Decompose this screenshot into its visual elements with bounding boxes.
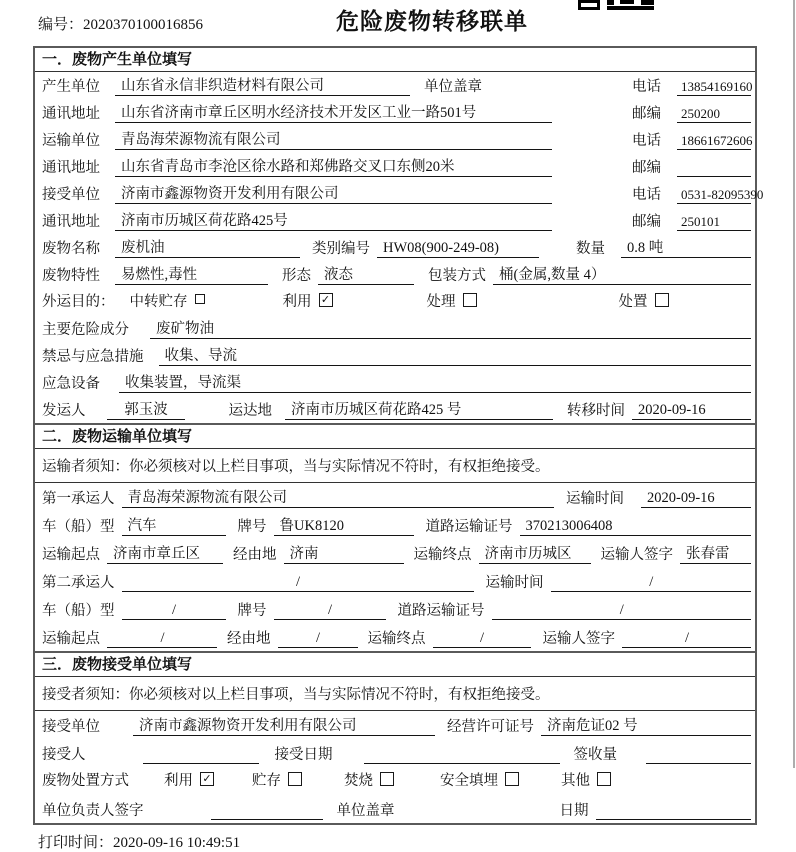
document-header xyxy=(0,0,796,46)
purpose-option xyxy=(619,290,669,311)
field-row xyxy=(35,739,755,767)
field-value: 370213006408 xyxy=(520,518,752,536)
field-label: 经营许可证号 xyxy=(447,719,534,735)
field-label: 运输人签字 xyxy=(600,547,673,563)
checkbox-label: 贮存 xyxy=(252,773,281,789)
field-label: 通讯地址 xyxy=(42,160,100,176)
field-value: 济南市历城区荷花路425 号 xyxy=(285,398,553,420)
transporter-notice: 运输者须知：你必须核对以上栏目事项，当与实际情况不符时，有权拒绝接受。 xyxy=(35,449,755,483)
field-label: 第二承运人 xyxy=(42,575,115,591)
field-value: 废矿物油 xyxy=(150,317,751,339)
field-value: 济南市历城区荷花路425号 xyxy=(115,209,552,231)
field-value: 收集、导流 xyxy=(159,344,752,366)
checkbox-label: 安全填埋 xyxy=(440,773,498,789)
qr-code-fragment xyxy=(578,0,656,11)
field-value: 废机油 xyxy=(115,236,300,258)
field-row xyxy=(35,623,755,651)
field-label: 道路运输证号 xyxy=(425,519,513,535)
field-label: 运达地 xyxy=(228,403,272,419)
document-title: 危险废物转移联单 xyxy=(336,9,528,35)
field-row xyxy=(35,511,755,539)
field-label: 邮编 xyxy=(632,160,661,176)
field-label: 运输时间 xyxy=(485,575,544,591)
field-label: 接受单位 xyxy=(42,187,100,203)
checkbox-utilize: ✓ xyxy=(319,293,333,307)
field-row xyxy=(35,595,755,623)
field-label: 运输时间 xyxy=(566,491,624,507)
disposal-option xyxy=(344,769,394,790)
field-row xyxy=(35,711,755,739)
field-row xyxy=(35,567,755,595)
field-value: 济南市历城区 xyxy=(479,542,591,564)
field-label: 废物名称 xyxy=(42,241,100,257)
field-value: 桶(金属,数量 4） xyxy=(493,263,751,285)
field-label: 签收量 xyxy=(573,747,617,763)
field-label: 类别编号 xyxy=(312,241,370,257)
field-row xyxy=(35,99,755,126)
field-value xyxy=(646,747,751,764)
field-row xyxy=(35,126,755,153)
field-value: 鲁UK8120 xyxy=(274,514,414,536)
purpose-option xyxy=(130,290,205,311)
field-value: 250101 xyxy=(677,214,751,231)
field-label: 发运人 xyxy=(42,403,86,419)
disposal-option xyxy=(561,769,611,790)
field-label: 电话 xyxy=(632,187,661,203)
checkbox-label: 处理 xyxy=(426,293,456,310)
form-number-label: 编号： xyxy=(38,17,84,33)
field-label: 接受人 xyxy=(42,747,86,763)
field-value: 0.8 吨 xyxy=(621,236,751,258)
field-label: 应急设备 xyxy=(42,376,100,392)
field-row xyxy=(35,396,755,423)
field-label: 运输人签字 xyxy=(542,631,615,647)
field-label: 运输终点 xyxy=(413,547,472,563)
field-label: 邮编 xyxy=(632,214,661,230)
field-label: 车（船）型 xyxy=(42,603,115,619)
checkbox-label: 焚烧 xyxy=(344,773,373,789)
qr-block xyxy=(607,6,654,10)
field-value: / xyxy=(433,630,531,648)
field-value: / xyxy=(278,630,358,648)
field-value: 液态 xyxy=(318,263,414,285)
checkbox-landfill xyxy=(505,772,519,786)
field-label: 废物处置方式 xyxy=(42,773,129,789)
field-label: 接受单位 xyxy=(42,719,100,735)
field-value: 2020-09-16 xyxy=(632,402,751,420)
checkbox-label: 中转贮存 xyxy=(129,293,188,310)
section-producer xyxy=(33,46,764,425)
section-receiver-title: 三．废物接受单位填写 xyxy=(35,653,755,677)
field-value: 济南市鑫源物资开发利用有限公司 xyxy=(115,182,552,204)
qr-block xyxy=(620,0,634,4)
field-row xyxy=(35,483,755,511)
field-value: 济南危证02 号 xyxy=(541,714,751,736)
field-value: 0531-82095390 xyxy=(677,187,751,204)
disposal-option xyxy=(440,769,519,790)
field-label: 道路运输证号 xyxy=(397,603,485,619)
field-value: / xyxy=(551,574,752,592)
field-row xyxy=(35,342,755,369)
field-label: 邮编 xyxy=(632,106,661,122)
checkbox-incinerate xyxy=(380,772,394,786)
field-value: 张春雷 xyxy=(680,542,751,564)
field-label: 外运目的： xyxy=(42,293,115,310)
field-row xyxy=(35,207,755,234)
field-value: 山东省济南市章丘区明水经济技术开发区工业一路501号 xyxy=(115,101,552,123)
print-time-value: 2020-09-16 10:49:51 xyxy=(113,835,241,851)
section-transporter-title: 二．废物运输单位填写 xyxy=(35,425,755,449)
field-value: 山东省永信非织造材料有限公司 xyxy=(115,74,410,96)
field-value xyxy=(143,747,259,764)
field-value: 济南市鑫源物资开发利用有限公司 xyxy=(133,714,435,736)
field-value: / xyxy=(122,602,226,620)
checkbox-treat xyxy=(463,293,477,307)
section-receiver xyxy=(33,651,757,825)
form-number xyxy=(38,13,203,34)
field-label: 运输单位 xyxy=(42,133,100,149)
checkbox-other xyxy=(597,772,611,786)
field-label: 日期 xyxy=(559,803,589,819)
field-label: 经由地 xyxy=(227,631,271,647)
field-label: 通讯地址 xyxy=(42,214,100,230)
field-row xyxy=(35,795,755,823)
field-label: 废物特性 xyxy=(42,268,100,284)
field-label: 禁忌与应急措施 xyxy=(42,349,144,365)
field-value xyxy=(211,803,323,820)
field-value: / xyxy=(492,602,752,620)
field-label: 牌号 xyxy=(237,603,267,619)
qr-block xyxy=(607,0,614,5)
checkbox-transfer-storage xyxy=(195,294,205,304)
field-value: / xyxy=(622,630,751,648)
field-label: 车（船）型 xyxy=(42,519,115,535)
checkbox-storage xyxy=(288,772,302,786)
page-edge-line xyxy=(793,0,795,768)
qr-block xyxy=(578,0,600,10)
print-time-label: 打印时间： xyxy=(38,835,114,851)
field-value: 13854169160 xyxy=(677,79,751,96)
print-time xyxy=(38,831,796,852)
field-row xyxy=(35,234,755,261)
checkbox-label: 利用 xyxy=(164,773,193,789)
field-label: 单位盖章 xyxy=(336,803,395,819)
field-label: 经由地 xyxy=(233,547,277,563)
field-value: 易燃性,毒性 xyxy=(115,263,268,285)
disposal-option xyxy=(164,769,214,790)
field-value: / xyxy=(122,574,474,592)
section-transporter xyxy=(33,423,757,653)
field-value xyxy=(364,747,560,764)
field-label: 接受日期 xyxy=(274,747,333,763)
checkbox-label: 处置 xyxy=(618,293,648,310)
field-label: 包装方式 xyxy=(428,268,486,284)
purpose-option xyxy=(427,290,477,311)
field-value: 济南市章丘区 xyxy=(107,542,223,564)
field-label: 牌号 xyxy=(237,519,267,535)
checkbox-utilize: ✓ xyxy=(200,772,214,786)
field-row xyxy=(35,288,755,315)
field-label: 运输起点 xyxy=(42,547,100,563)
field-row xyxy=(35,180,764,207)
field-value: HW08(900-249-08) xyxy=(377,240,539,258)
field-value: 收集装置，导流渠 xyxy=(119,371,751,393)
field-row xyxy=(35,767,755,795)
field-row xyxy=(35,72,755,99)
field-label: 产生单位 xyxy=(42,79,100,95)
field-label: 主要危险成分 xyxy=(42,322,129,338)
field-value: / xyxy=(274,602,386,620)
disposal-option xyxy=(252,769,302,790)
field-value: / xyxy=(107,630,217,648)
field-value xyxy=(596,803,752,820)
field-row xyxy=(35,315,755,342)
qr-block xyxy=(641,0,654,5)
field-value: 郭玉波 xyxy=(107,398,185,420)
field-label: 形态 xyxy=(282,268,311,284)
checkbox-label: 其他 xyxy=(561,773,590,789)
field-label: 电话 xyxy=(632,79,661,95)
field-row xyxy=(35,539,755,567)
field-label: 数量 xyxy=(576,241,605,257)
field-value: 汽车 xyxy=(122,514,226,536)
field-label: 单位盖章 xyxy=(424,79,482,95)
field-value: 青岛海荣源物流有限公司 xyxy=(122,486,554,508)
receiver-notice: 接受者须知：你必须核对以上栏目事项，当与实际情况不符时，有权拒绝接受。 xyxy=(35,677,755,711)
field-value: 山东省青岛市李沧区徐水路和郑佛路交叉口东侧20米 xyxy=(115,155,552,177)
field-label: 运输终点 xyxy=(367,631,426,647)
field-value: 青岛海荣源物流有限公司 xyxy=(115,128,552,150)
field-value: 2020-09-16 xyxy=(641,490,751,508)
field-label: 电话 xyxy=(632,133,661,149)
field-row xyxy=(35,261,755,288)
field-label: 第一承运人 xyxy=(42,491,115,507)
purpose-option xyxy=(283,290,333,311)
field-label: 单位负责人签字 xyxy=(42,803,144,819)
checkbox-dispose xyxy=(655,293,669,307)
field-label: 运输起点 xyxy=(42,631,100,647)
form-number-value: 2020370100016856 xyxy=(83,17,204,33)
checkbox-label: 利用 xyxy=(282,293,312,310)
field-value: 济南 xyxy=(284,542,404,564)
field-row xyxy=(35,369,755,396)
field-value: 18661672606 xyxy=(677,133,751,150)
field-value xyxy=(677,160,751,177)
field-row xyxy=(35,153,755,180)
field-label: 通讯地址 xyxy=(42,106,100,122)
field-label: 转移时间 xyxy=(567,403,625,419)
section-producer-title: 一．废物产生单位填写 xyxy=(35,48,755,72)
field-value: 250200 xyxy=(677,106,751,123)
